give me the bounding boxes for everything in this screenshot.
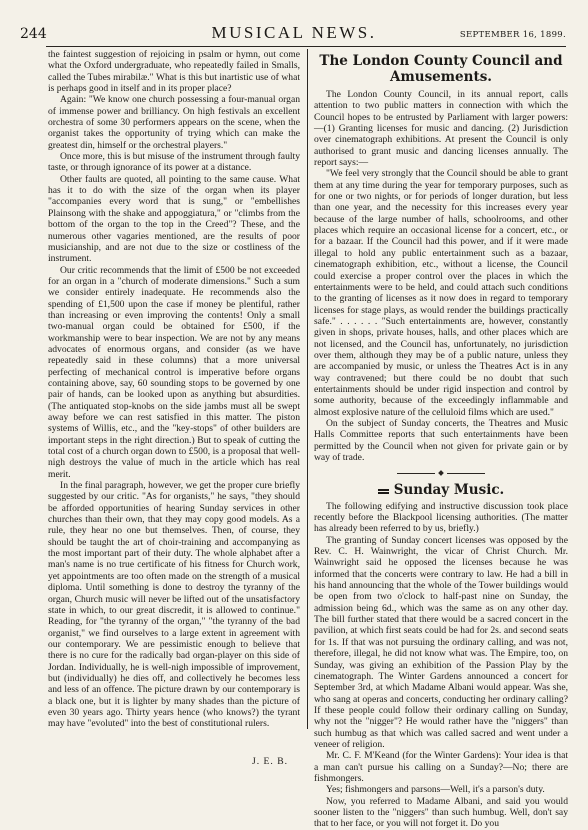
paragraph: "We feel very strongly that the Council should be able to grant them at any time during the year for temporary purposes, such as for one or two nights, or for periods of longer duration, but less than one year, and the necessity for this increases every year because of the large number of halls, schoolrooms, and other places which require an occasional license for a concert, etc., or for a bazaar. If the Council had this power, and if it were made illegal to hold any public entertainment such as a bazaar, cinematograph exhibition, etc., without a license, the Council could exercise a proper control over the places in which the entertainments were to be held, and could attach such conditions to the granting of licenses as it now does in regard to temporary licenses for stage plays, as would render the buildings practically safe." . . . . . . "Such entertainments are, however, constantly given in shops, private houses, halls, and other places which are not licensed, and the Council has, unfortunately, no jurisdiction over them, although they may be of a public nature, unless they are accompanied by music, or unless the Theatres Act is in any way contravened; but there could be no doubt that such entertainments should be under rigid inspection and control by some authority, because of the exceedingly inflammable and almost explosive nature of the celluloid films which are used.": [314, 168, 568, 418]
page-number: 244: [20, 26, 47, 42]
article-title: The London County Council and: [319, 53, 563, 69]
section-divider: [314, 471, 568, 475]
article-title: Sunday Music.: [393, 482, 505, 499]
paragraph: In the final paragraph, however, we get the proper cure briefly suggested by our critic. "As for organists," he says, "they should be afforded opportunities of hearing Sunday services in other churches than their own, that they may copy good models. As a rule, they hear no one but themselves. Then, of course, they should be taught the art of choir-training and accompanying as the most important part of their duty. The whole alphabet after a man's name is no true certificate of his fitness for Church work, yet appointments are too often made on the strength of a musical diploma. Until something is done to destroy the tyranny of the organ, Church music will never be lifted out of the unsatisfactory state in which, to our great discredit, it is allowed to continue." Reading, for "the tyranny of the organ," "the tyranny of the bad organist," we find ourselves to a large extent in agreement with our contemporary. We are pessimistic enough to believe that there is no cure for the radically bad organ-player on this side of Jordan. Individually, he is well-nigh impossible of improvement, but (individually) he dies off, and collectively he becomes less and less of an offence. The picture drawn by our contemporary is a black one, but it is lighter by many shades than the picture of even 30 years ago. Thirty years hence (who knows?) the tyrant may have "evoluted" into the best of constitutional rulers.: [48, 480, 300, 730]
divider-line: [397, 473, 435, 474]
paragraph: The granting of Sunday concert licenses was opposed by the Rev. C. H. Wainwright, the vicar of Christ Church. Mr. Wainwright said he opposed the licenses because he was informed that the concerts were contrary to law. He had a bill in his hand announcing that the whole of the Tower buildings would be open from two o'clock to half-past nine on Sunday, the admission being 6d., which was the same as on any other day. The bill further stated that there would be a sacred concert in the pavilion, at which first seats could be had for 2s. and second seats for 1s. If that was not pursuing the ordinary calling, and was not, therefore, illegal, he did not know what was. The Empire, too, on Sunday, was giving an exhibition of the Passion Play by the cinematograph. The Winter Gardens announced a concert for September 3rd, at which Madame Albani would appear. Was she, who sang at operas and concerts, conducting her ordinary calling? If these people could follow their ordinary calling on Sunday, why not the "nigger"? He would rather have the "niggers" than such humbug as that which was called sacred and went under a veneer of religion.: [314, 534, 568, 750]
paragraph: Other faults are quoted, all pointing to the same cause. What has it to do with the size of the organ when its player "accompanies every word that is sung," or "embellishes Plainsong with the shake and appoggiatura," or "climbs from the bottom of the organ to the top in the Creed"? These, and the numerous other vagaries mentioned, are the results of poor musicianship, and are not due to the size or costliness of the instrument.: [48, 173, 300, 265]
paragraph: The following edifying and instructive discussion took place recently before the Blackpool licensing authorities. (The matter has already been referred to by us, briefly.): [314, 500, 568, 535]
issue-date: SEPTEMBER 16, 1899.: [459, 30, 566, 40]
paragraph: Mr. C. F. M'Keand (for the Winter Gardens): Your idea is that a man can't pursue his calling on a Sunday?—No; there are fishmongers.: [314, 750, 568, 784]
header-rule: [46, 46, 566, 47]
divider-line: [447, 473, 485, 474]
paragraph: Once more, this is but misuse of the instrument through faulty taste, or through ignorance of its power at a distance.: [48, 151, 300, 174]
paragraph: The London County Council, in its annual report, calls attention to two public matters in connection with which the Council hopes to be entrusted by Parliament with larger powers:—(1) Granting licenses for music and dancing. (2) Jurisdiction over cinematograph exhibitions. At present the Council is only authorised to grant music and dancing licenses annually. The report says:—: [314, 89, 568, 169]
left-column: [48, 49, 300, 767]
running-title: MUSICAL NEWS.: [211, 23, 377, 42]
signature: J. E. B.: [252, 755, 288, 767]
paragraph: Yes; fishmongers and parsons—Well, it's a parson's duty.: [326, 784, 545, 796]
paragraph: Again: "We know one church possessing a four-manual organ of immense power and brilliancy. On high festivals an excellent orchestra of some 30 performers appears on the scene, when the organist takes the opportunity of trying which can make the greatest din, himself or the orchestral players.": [48, 94, 300, 151]
paragraph: Now, you referred to Madame Albani, and said you would sooner listen to the "niggers" than such humbug. Well, don't say that to her face, or you will not forget it. Do you: [314, 795, 568, 830]
sunday-music-heading: [314, 482, 568, 499]
right-column: [314, 49, 568, 830]
paragraph: the faintest suggestion of rejoicing in psalm or hymn, out come what the Oxford undergraduate, who repeatedly failed in Smalls, called the Tubes mirabilæ." What is this but inartistic use of what is perhaps good in itself and in its proper place?: [48, 49, 300, 95]
paragraph: Our critic recommends that the limit of £500 be not exceeded for an organ in a "church of moderate dimensions." Such a sum we consider entirely inadequate. He recommends also the spending of £1,500 upon the case if money be plentiful, rather than increasing or even improving the contents! Only a small two-manual organ could be obtained for £500, if the workmanship were to bear inspection. We are not by any means advocates of enormous organs, and consider (as we have repeatedly said in these columns) that a more universal perfecting of mechanical control is imperative before organs containing above, say, 60 sounding stops to be governed by one pair of hands, can be looked upon as anything but absurdities. (The antiquated stop-knobs on the side jambs must all be swept away before we can rest satisfied in this matter. The piston systems of Willis, etc., and the "key-stops" of other builders are important steps in the right direction.) But to speak of cutting the total cost of a church organ down to £500, is a proposal that well-nigh destroys the value of much in the article which has real merit.: [48, 264, 300, 480]
heading-ornament-icon: [378, 488, 389, 495]
paragraph: On the subject of Sunday concerts, the Theatres and Music Halls Committee reports that such entertainments have been permitted by the Council when not given for private gain or by way of trade.: [314, 417, 568, 463]
article-title-continued: Amusements.: [390, 69, 492, 85]
column-divider: [307, 49, 308, 729]
divider-ornament: [438, 471, 444, 477]
